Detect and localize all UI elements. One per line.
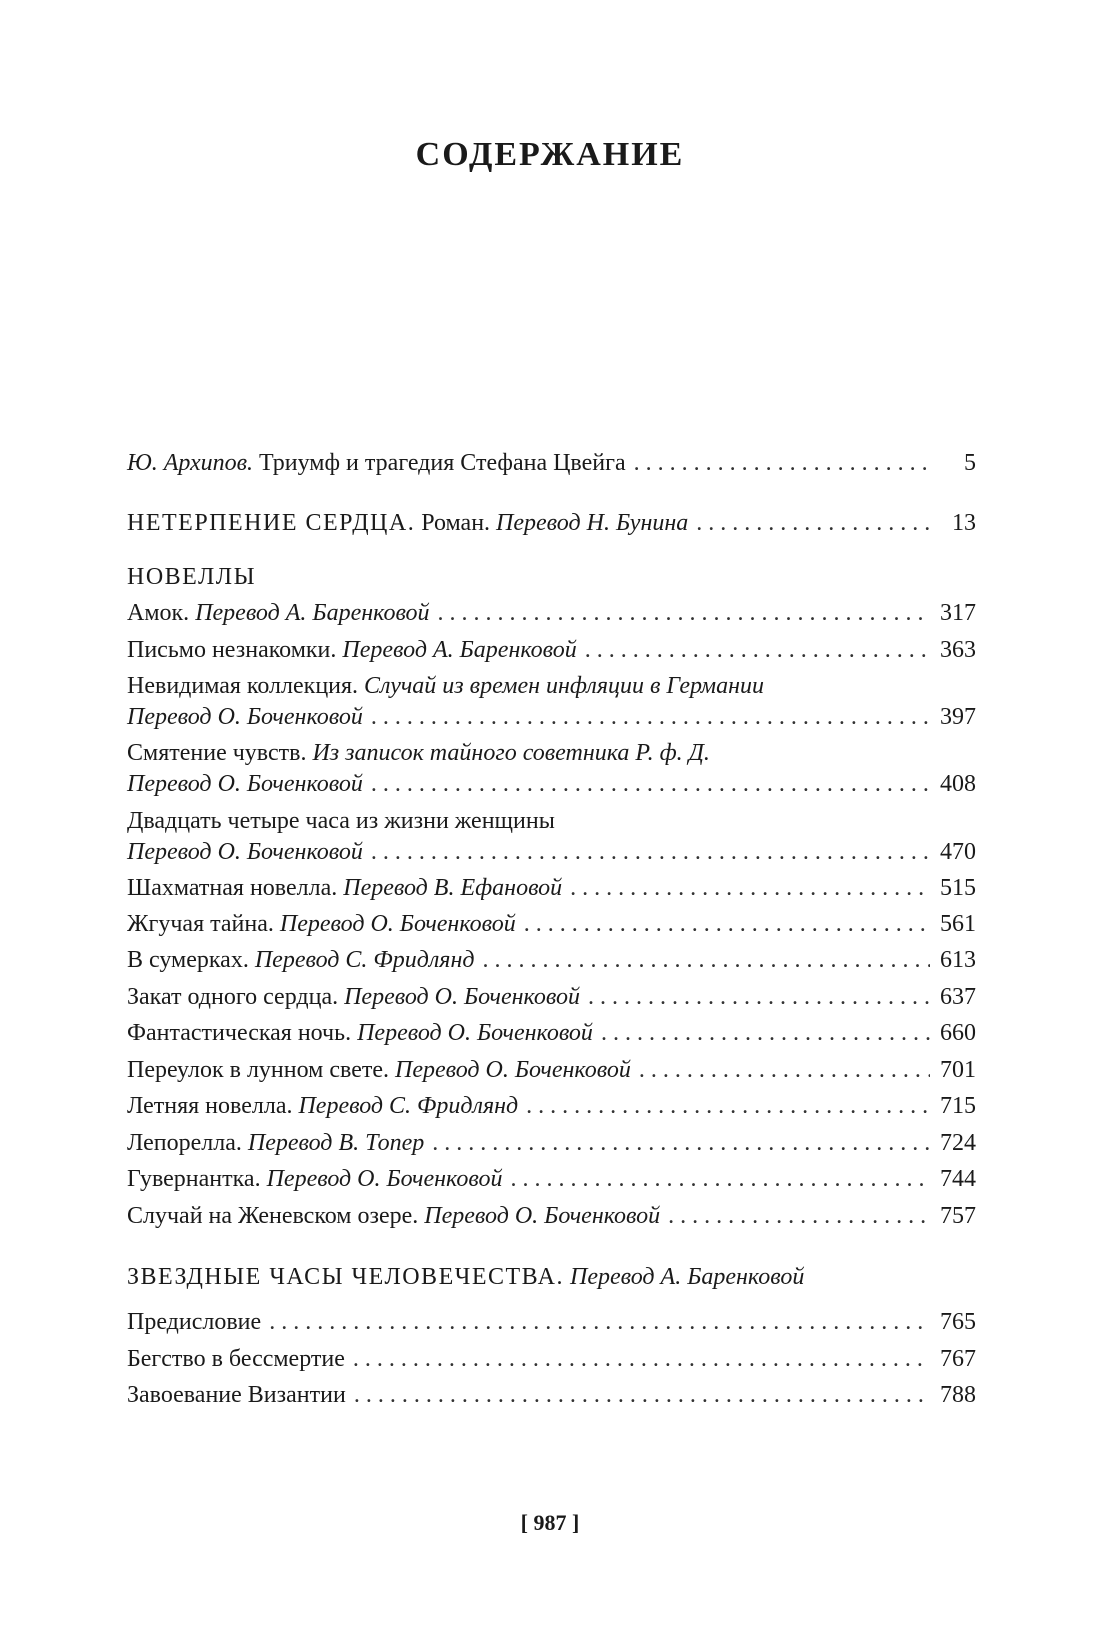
entry-page: 515 bbox=[940, 875, 976, 901]
toc-entry bbox=[127, 981, 976, 1013]
dot-leader bbox=[601, 1017, 930, 1049]
toc-entry bbox=[127, 597, 976, 629]
entry-page: 757 bbox=[940, 1203, 976, 1229]
entry-title: Триумф и трагедия Стефана Цвейга bbox=[259, 450, 626, 476]
entry-title: Закат одного сердца. bbox=[127, 984, 339, 1010]
entry-page: 767 bbox=[940, 1346, 976, 1372]
toc-entry bbox=[127, 1054, 976, 1086]
entry-title: Амок. bbox=[127, 600, 190, 626]
entry-page: 637 bbox=[940, 984, 976, 1010]
entry-page: 470 bbox=[940, 839, 976, 865]
entry-page: 660 bbox=[940, 1020, 976, 1046]
dot-leader bbox=[438, 597, 930, 629]
entry-translator: Перевод О. Боченковой bbox=[279, 911, 516, 937]
toc-entry-novel bbox=[127, 507, 976, 539]
toc-entry bbox=[127, 908, 976, 940]
section-translator: Перевод А. Баренковой bbox=[569, 1264, 805, 1290]
entry-title: Предисловие bbox=[127, 1309, 262, 1335]
dot-leader bbox=[371, 701, 930, 733]
entry-page: 13 bbox=[952, 510, 976, 536]
entry-title: Переулок в лунном свете. bbox=[127, 1057, 389, 1083]
entry-page: 5 bbox=[964, 450, 976, 476]
entry-translator: Перевод С. Фридлянд bbox=[298, 1093, 519, 1119]
dot-leader bbox=[353, 1343, 930, 1375]
toc-entry bbox=[127, 1090, 976, 1122]
entry-subtitle: Случай из времен инфляции в Германии bbox=[364, 673, 765, 699]
dot-leader bbox=[526, 1090, 930, 1122]
page-title: СОДЕРЖАНИЕ bbox=[415, 136, 685, 173]
dot-leader bbox=[668, 1200, 930, 1232]
dot-leader bbox=[570, 872, 930, 904]
toc-entry bbox=[127, 768, 976, 800]
dot-leader bbox=[588, 981, 930, 1013]
entry-translator: Перевод А. Баренковой bbox=[342, 637, 577, 663]
toc-entry bbox=[127, 1127, 976, 1159]
entry-title: Жгучая тайна. bbox=[127, 911, 274, 937]
entry-title: Летняя новелла. bbox=[127, 1093, 293, 1119]
entry-title: Лепорелла. bbox=[127, 1130, 242, 1156]
entry-page: 317 bbox=[940, 600, 976, 626]
entry-translator: Перевод Н. Бунина bbox=[496, 510, 689, 536]
dot-leader bbox=[432, 1127, 930, 1159]
entry-title: Шахматная новелла. bbox=[127, 875, 338, 901]
entry-page: 408 bbox=[940, 771, 976, 797]
entry-page: 613 bbox=[940, 947, 976, 973]
toc-entry-intro bbox=[127, 447, 976, 479]
entry-page: 397 bbox=[940, 704, 976, 730]
entry-page: 715 bbox=[940, 1093, 976, 1119]
entry-translator: Перевод С. Фридлянд bbox=[254, 947, 475, 973]
dot-leader bbox=[585, 634, 930, 666]
entry-page: 788 bbox=[940, 1382, 976, 1408]
toc-entry bbox=[127, 701, 976, 733]
dot-leader bbox=[524, 908, 930, 940]
toc-entry bbox=[127, 1200, 976, 1232]
dot-leader bbox=[269, 1306, 930, 1338]
entry-title: Гувернантка. bbox=[127, 1166, 261, 1192]
entry-subtitle: Из записок тайного советника Р. ф. Д. bbox=[312, 740, 710, 766]
dot-leader bbox=[696, 507, 930, 539]
section-heading-novellas: НОВЕЛЛЫ bbox=[127, 564, 256, 590]
toc-entry-line bbox=[127, 805, 976, 837]
entry-title: Бегство в бессмертие bbox=[127, 1346, 345, 1372]
entry-title: НЕТЕРПЕНИЕ СЕРДЦА. bbox=[127, 510, 416, 536]
toc-entry bbox=[127, 1163, 976, 1195]
dot-leader bbox=[639, 1054, 930, 1086]
section-heading-stellar bbox=[127, 1261, 976, 1293]
entry-title: Письмо незнакомки. bbox=[127, 637, 337, 663]
entry-translator: Перевод О. Боченковой bbox=[344, 984, 580, 1010]
entry-translator: Перевод О. Боченковой bbox=[266, 1166, 503, 1192]
toc-entry bbox=[127, 1343, 976, 1375]
entry-translator: Перевод О. Боченковой bbox=[127, 839, 363, 865]
toc-entry-line bbox=[127, 737, 976, 769]
entry-page: 724 bbox=[940, 1130, 976, 1156]
entry-page: 701 bbox=[940, 1057, 976, 1083]
toc-entry bbox=[127, 1379, 976, 1411]
entry-page: 561 bbox=[940, 911, 976, 937]
dot-leader bbox=[371, 768, 930, 800]
dot-leader bbox=[510, 1163, 930, 1195]
entry-title: Невидимая коллекция. bbox=[127, 673, 359, 699]
entry-title: В сумерках. bbox=[127, 947, 249, 973]
toc-entry bbox=[127, 944, 976, 976]
toc-entry bbox=[127, 836, 976, 868]
entry-title: Фантастическая ночь. bbox=[127, 1020, 352, 1046]
entry-translator: Перевод А. Баренковой bbox=[195, 600, 430, 626]
dot-leader bbox=[634, 447, 930, 479]
toc-entry bbox=[127, 1306, 976, 1338]
entry-page: 363 bbox=[940, 637, 976, 663]
entry-title: Двадцать четыре часа из жизни женщины bbox=[127, 808, 555, 834]
entry-author: Ю. Архипов. bbox=[127, 450, 254, 476]
toc-entry bbox=[127, 872, 976, 904]
entry-translator: Перевод О. Боченковой bbox=[127, 704, 363, 730]
entry-title: Завоевание Византии bbox=[127, 1382, 346, 1408]
entry-title: Случай на Женевском озере. bbox=[127, 1203, 419, 1229]
dot-leader bbox=[371, 836, 930, 868]
entry-translator: Перевод В. Топер bbox=[247, 1130, 425, 1156]
dot-leader bbox=[483, 944, 930, 976]
entry-translator: Перевод О. Боченковой bbox=[424, 1203, 661, 1229]
entry-title: Смятение чувств. bbox=[127, 740, 307, 766]
toc-entry-line bbox=[127, 670, 976, 702]
entry-page: 765 bbox=[940, 1309, 976, 1335]
toc-entry bbox=[127, 634, 976, 666]
entry-page: 744 bbox=[940, 1166, 976, 1192]
entry-translator: Перевод В. Ефановой bbox=[343, 875, 563, 901]
entry-translator: Перевод О. Боченковой bbox=[357, 1020, 593, 1046]
dot-leader bbox=[354, 1379, 930, 1411]
entry-kind: Роман. bbox=[421, 510, 491, 536]
entry-translator: Перевод О. Боченковой bbox=[394, 1057, 631, 1083]
page-number: [ 987 ] bbox=[520, 1510, 580, 1535]
section-title: ЗВЕЗДНЫЕ ЧАСЫ ЧЕЛОВЕЧЕСТВА. bbox=[127, 1264, 564, 1290]
toc-entry bbox=[127, 1017, 976, 1049]
entry-translator: Перевод О. Боченковой bbox=[127, 771, 363, 797]
